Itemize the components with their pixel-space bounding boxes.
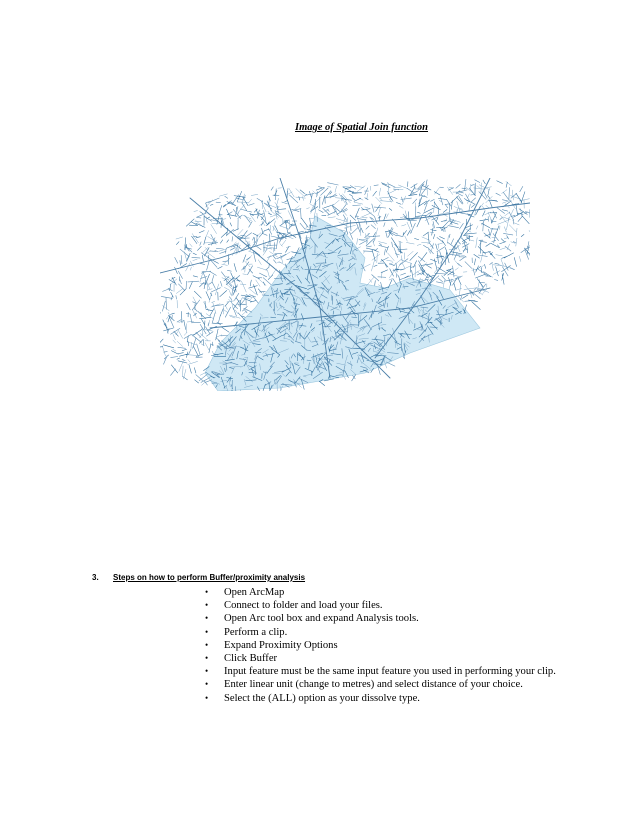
bullet-icon: • [205,653,209,664]
section-title: Steps on how to perform Buffer/proximity analysis [113,573,306,582]
bullet-icon: • [205,639,209,650]
section-number: 3. [92,573,99,582]
steps-list [205,586,565,705]
list-item: • Click Buffer [205,653,278,665]
spatial-join-map-image [160,178,530,391]
figure-caption: Image of Spatial Join function [294,122,429,133]
map-graphic [160,178,530,391]
bullet-icon: • [205,613,209,624]
list-item: • Open Arc tool box and expand Analysis tools. [205,613,419,625]
section-heading [92,573,305,582]
list-item: • Enter linear unit (change to metres) and select distance of your choice. [205,679,523,691]
list-item: • Perform a clip. [205,626,288,638]
bullet-icon: • [205,600,209,611]
list-item: • Open ArcMap [205,587,285,598]
list-item: • Connect to folder and load your files. [205,600,383,612]
bullet-icon: • [205,692,209,703]
bullet-icon: • [205,626,209,637]
bullet-icon: • [205,679,209,690]
list-item: • Select the (ALL) option as your dissolve type. [205,692,420,704]
bullet-icon: • [205,587,209,597]
list-item: • Expand Proximity Options [205,639,338,651]
list-item: • Input feature must be the same input feature you used in performing your clip. [205,666,556,678]
bullet-icon: • [205,666,209,677]
